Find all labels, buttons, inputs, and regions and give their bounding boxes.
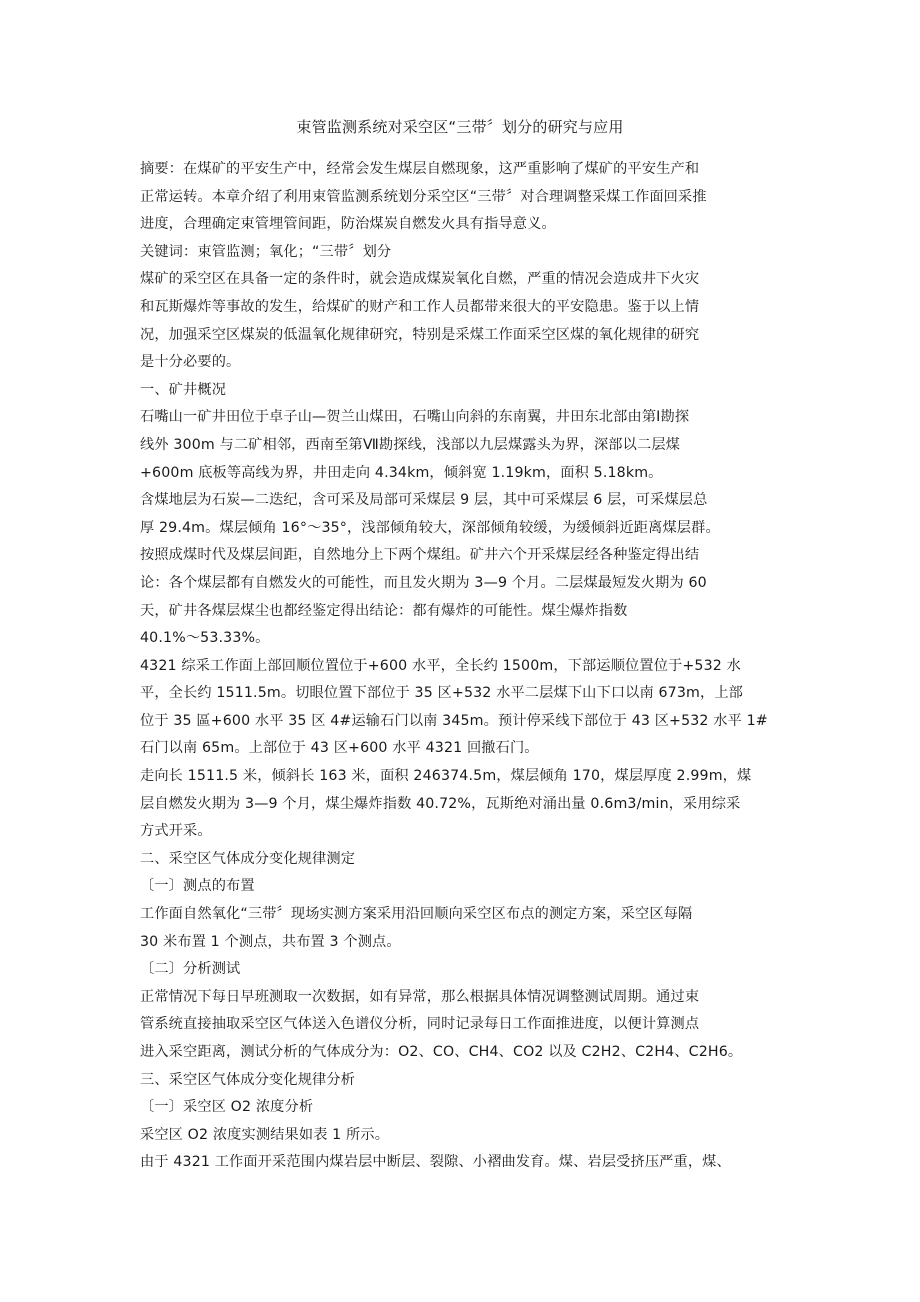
text-line: 采空区 O2 浓度实测结果如表 1 所示。 bbox=[140, 1126, 390, 1143]
text-line: 40.1%～53.33%。 bbox=[140, 630, 270, 647]
text-line: 石嘴山一矿井田位于卓子山—贺兰山煤田，石嘴山向斜的东南翼，井田东北部由第Ⅰ勘探 bbox=[140, 409, 690, 426]
text-line: 石门以南 65m。上部位于 43 区+600 水平 4321 回撤石门。 bbox=[140, 740, 539, 757]
text-line: 三、采空区气体成分变化规律分析 bbox=[140, 1071, 356, 1088]
text-line: 由于 4321 工作面开采范围内煤岩层中断层、裂隙、小褶曲发育。煤、岩层受挤压严重，煤、 bbox=[140, 1154, 731, 1171]
text-line: 按照成煤时代及煤层间距，自然地分上下两个煤组。矿井六个开采煤层经各种鉴定得出结 bbox=[140, 547, 700, 564]
text-line: 平，全长约 1511.5m。切眼位置下部位于 35 区+532 水平二层煤下山下口以南 673m，上部 bbox=[140, 685, 744, 702]
text-line: 进入采空距离，测试分析的气体成分为：O2、CO、CH4、CO2 以及 C2H2、C2H4、C2H6。 bbox=[140, 1044, 743, 1060]
text-line: 和瓦斯爆炸等事故的发生，给煤矿的财产和工作人员都带来很大的平安隐患。鉴于以上情 bbox=[140, 298, 700, 315]
text-line: 正常运转。本章介绍了利用束管监测系统划分采空区“三带〞对合理调整采煤工作面回采推 bbox=[140, 188, 707, 205]
text-line: 天，矿井各煤层煤尘也都经鉴定得出结论：都有爆炸的可能性。煤尘爆炸指数 bbox=[140, 602, 628, 619]
text-line: 方式开采。 bbox=[140, 823, 212, 840]
text-line: 含煤地层为石炭—二迭纪，含可采及局部可采煤层 9 层，其中可采煤层 6 层，可采煤层总 bbox=[140, 492, 708, 509]
text-line: 层自燃发火期为 3—9 个月，煤尘爆炸指数 40.72%，瓦斯绝对涌出量 0.6m3/min，采用综采 bbox=[140, 795, 741, 812]
document-body bbox=[140, 156, 800, 1177]
text-line: 工作面自然氧化“三带〞现场实测方案采用沿回顺向采空区布点的测定方案，采空区每隔 bbox=[140, 906, 693, 923]
text-line: 〔一〕测点的布置 bbox=[140, 878, 255, 895]
text-line: 〔一〕采空区 O2 浓度分析 bbox=[140, 1099, 314, 1116]
text-line: 况，加强采空区煤炭的低温氧化规律研究，特别是采煤工作面采空区煤的氧化规律的研究 bbox=[140, 326, 700, 343]
text-line: 线外 300m 与二矿相邻，西南至第Ⅶ勘探线，浅部以九层煤露头为界，深部以二层煤 bbox=[140, 436, 680, 453]
text-line: 管系统直接抽取采空区气体送入色谱仪分析，同时记录每日工作面推进度，以便计算测点 bbox=[140, 1016, 700, 1033]
text-line: 走向长 1511.5 米，倾斜长 163 米，面积 246374.5m，煤层倾角 170，煤层厚度 2.99m，煤 bbox=[140, 768, 752, 785]
text-line: 关键词：束管监测；氧化；“三带〞划分 bbox=[140, 243, 392, 260]
text-line: 〔二〕分析测试 bbox=[140, 961, 241, 978]
text-line: 进度，合理确定束管埋管间距，防治煤炭自燃发火具有指导意义。 bbox=[140, 216, 556, 233]
text-line: 正常情况下每日早班测取一次数据，如有异常，那么根据具体情况调整测试周期。通过束 bbox=[140, 988, 700, 1005]
text-line: 厚 29.4m。煤层倾角 16°～35°，浅部倾角较大，深部倾角较缓，为缓倾斜近距离煤层群。 bbox=[140, 519, 720, 536]
text-line: 位于 35 區+600 水平 35 区 4#运输石门以南 345m。预计停采线下部位于 43 区+532 水平 1# bbox=[140, 712, 768, 729]
text-line: 30 米布置 1 个测点，共布置 3 个测点。 bbox=[140, 933, 401, 950]
text-line: 论：各个煤层都有自燃发火的可能性，而且发火期为 3—9 个月。二层煤最短发火期为 60 bbox=[140, 574, 707, 591]
text-line: 一、矿井概况 bbox=[140, 381, 227, 398]
document-title: 束管监测系统对采空区“三带〞划分的研究与应用 bbox=[296, 118, 624, 136]
text-line: 摘要：在煤矿的平安生产中，经常会发生煤层自燃现象，这严重影响了煤矿的平安生产和 bbox=[140, 161, 700, 177]
text-line: 是十分必要的。 bbox=[140, 354, 241, 371]
text-line: 4321 综采工作面上部回顺位置位于+600 水平，全长约 1500m，下部运顺位置位于+532 水 bbox=[140, 657, 741, 674]
text-line: +600m 底板等高线为界，井田走向 4.34km，倾斜宽 1.19km，面积 5.18km。 bbox=[140, 464, 663, 481]
text-line: 二、采空区气体成分变化规律测定 bbox=[140, 850, 356, 867]
text-line: 煤矿的采空区在具备一定的条件时，就会造成煤炭氧化自燃，严重的情况会造成井下火灾 bbox=[140, 271, 700, 288]
